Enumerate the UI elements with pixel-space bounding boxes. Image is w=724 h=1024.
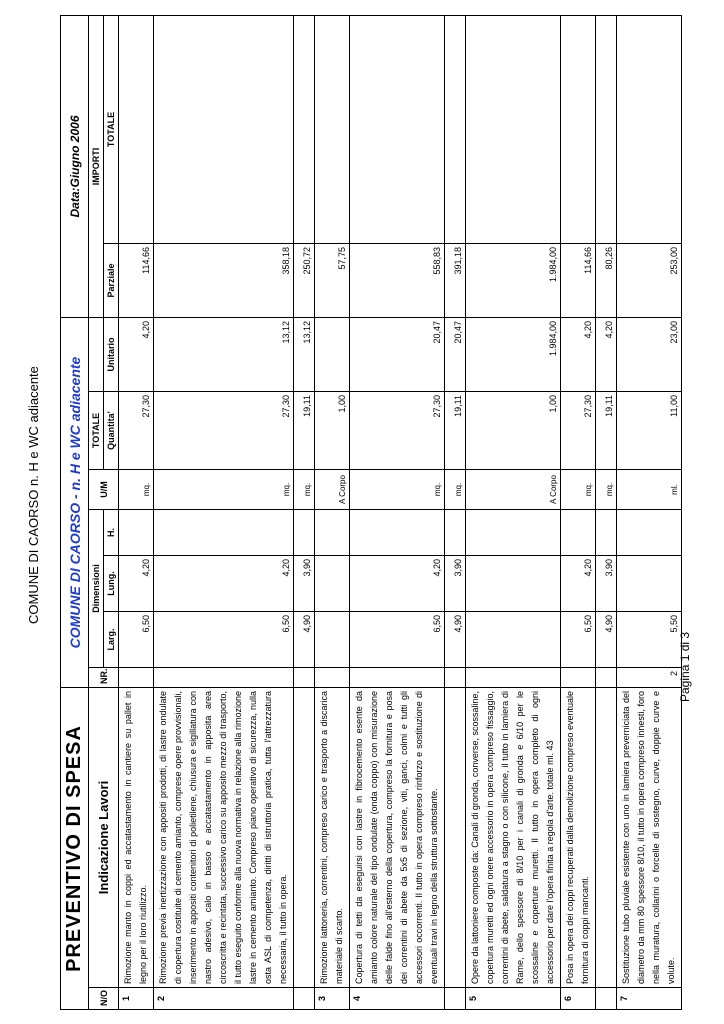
item-quantity: 27,30	[119, 392, 154, 470]
header-parziale: Parziale	[104, 244, 119, 318]
item-width: 5,50	[617, 612, 682, 668]
item-quantity: 19,11	[596, 392, 617, 470]
item-length: 4,20	[561, 556, 596, 612]
item-length: 4,20	[154, 556, 294, 612]
item-quantity: 19,11	[294, 392, 315, 470]
item-total	[445, 16, 466, 244]
item-description: Opere da lattoniere composte da: Canali di gronda, converse, scossaline, copertura muretti ed ogni onere accessorio in opera compreso fissaggio, correntini di abete, saldatura a stagno o con silicone, il tutto in lamiera di Rame, dello spessore di 8/10 per i canali di gronda e 6/10 per le scossaline e coperture muretti. Il tutto in opera completo di ogni accessorio per dare l'opera finita a regola d'arte. totale ml. 43	[466, 688, 561, 988]
table-row	[617, 16, 682, 1010]
item-height	[350, 510, 445, 556]
item-number: 5	[466, 988, 561, 1010]
item-unit-price: 23,00	[617, 318, 682, 392]
table-row	[154, 16, 294, 1010]
item-total	[466, 16, 561, 244]
item-unit: A Corpo	[315, 470, 350, 510]
item-quantity: 11,00	[617, 392, 682, 470]
item-width: 6,50	[350, 612, 445, 668]
item-width: 4,90	[445, 612, 466, 668]
item-total	[119, 16, 154, 244]
item-height	[617, 510, 682, 556]
item-count	[294, 668, 315, 688]
item-total	[350, 16, 445, 244]
item-width: 4,90	[294, 612, 315, 668]
item-quantity: 1,00	[315, 392, 350, 470]
item-unit-price: 20,47	[445, 318, 466, 392]
header-importi: IMPORTI	[89, 16, 104, 318]
item-partial: 358,18	[154, 244, 294, 318]
item-description: Copertura di tetti da eseguirsi con lastre in fibrocemento esente da amianto colore naturale del tipo ondulate (onda coppo) con misurazione delle falde fino all'esterno della copertura, compreso la fornitura e posa dei correntini di abete da 5x5 di sezione, viti, ganci, colmi e tutti gli accessori occorrenti. Il tutto in opera compreso rinforzo e sostituzione di eventuali travi in legno della struttura sottostante.	[350, 688, 445, 988]
item-quantity: 27,30	[154, 392, 294, 470]
item-unit-price: 13,12	[154, 318, 294, 392]
item-unit: mq.	[294, 470, 315, 510]
item-length	[617, 556, 682, 612]
item-length: 3,90	[294, 556, 315, 612]
header-nr: NR.	[89, 668, 119, 688]
item-quantity: 27,30	[350, 392, 445, 470]
item-unit: mq.	[596, 470, 617, 510]
item-description: Posa in opera dei coppi recuperati dalla demolizione compreso eventuale fornitura di coppi mancanti.	[561, 688, 596, 988]
item-width	[315, 612, 350, 668]
header-blank	[89, 318, 104, 392]
item-unit-price	[315, 318, 350, 392]
item-count	[596, 668, 617, 688]
item-count	[315, 668, 350, 688]
item-number: 3	[315, 988, 350, 1010]
header-importo-totale: TOTALE	[104, 16, 119, 244]
item-quantity: 1,00	[466, 392, 561, 470]
header-unitario: Unitario	[104, 318, 119, 392]
item-partial: 114,66	[119, 244, 154, 318]
item-total	[154, 16, 294, 244]
item-unit-price: 13,12	[294, 318, 315, 392]
item-unit: mq.	[350, 470, 445, 510]
running-header: COMUNE DI CAORSO n. H e WC adiacente	[26, 366, 41, 624]
header-h: H.	[104, 510, 119, 556]
table-row	[466, 16, 561, 1010]
item-width	[466, 612, 561, 668]
item-number	[596, 988, 617, 1010]
header-no: N/O	[89, 988, 119, 1010]
item-quantity: 19,11	[445, 392, 466, 470]
item-width: 6,50	[119, 612, 154, 668]
item-count	[466, 668, 561, 688]
item-total	[617, 16, 682, 244]
item-partial: 57,75	[315, 244, 350, 318]
item-number	[294, 988, 315, 1010]
item-total	[315, 16, 350, 244]
table-row	[350, 16, 445, 1010]
project-title: COMUNE DI CAORSO - n. H e WC adiacente	[61, 318, 89, 688]
item-number: 1	[119, 988, 154, 1010]
header-larg: Larg.	[104, 612, 119, 668]
item-description: Rimozione previa inertizzazione con appositi prodotti, di lastre ondulate di copertura costituite di cemento amianto, comprese opere provvisionali, inserimento in appositi contenitori di polietilene, chiusura e sigillatura con nastro adesivo, calo in basso e accatastamento in apposita area circoscritta e recintata, successivo carico su apposito mezzo di trasporto, il tutto eseguito conforme alla nuova normativa in relazione alla rimozione lastre in cemento amianto. Compreso piano operativo di sicurezza, nulla osta ASL di competenza, diritti di istruttoria pratica, tutta l'attrezzatura necessaria, il tutto in opera.	[154, 688, 294, 988]
estimate-table	[60, 15, 682, 1010]
header-quantita: Quantita'	[104, 392, 119, 470]
item-total	[294, 16, 315, 244]
document-date: Data:Giugno 2006	[61, 16, 89, 318]
item-height	[596, 510, 617, 556]
item-number: 4	[350, 988, 445, 1010]
item-unit-price: 4,20	[561, 318, 596, 392]
item-unit-price: 4,20	[119, 318, 154, 392]
item-height	[445, 510, 466, 556]
item-count	[445, 668, 466, 688]
item-total	[561, 16, 596, 244]
item-unit-price: 4,20	[596, 318, 617, 392]
item-description: Rimozione manto in coppi ed accatastamento in cantiere su pallet in legno per il loro riutilizzo.	[119, 688, 154, 988]
item-partial: 1.984,00	[466, 244, 561, 318]
item-count: 2	[617, 668, 682, 688]
table-row	[119, 16, 154, 1010]
item-unit-price: 1.984,00	[466, 318, 561, 392]
table-row	[561, 16, 596, 1010]
item-length: 4,20	[119, 556, 154, 612]
item-unit-price: 20,47	[350, 318, 445, 392]
header-description: Indicazione Lavori	[89, 688, 119, 988]
item-description: Rimozione lattoneria, correntini, compreso carico e trasporto a discarica materiale di scarto.	[315, 688, 350, 988]
item-height	[561, 510, 596, 556]
item-height	[315, 510, 350, 556]
item-count	[561, 668, 596, 688]
item-width: 4,90	[596, 612, 617, 668]
header-totale: TOTALE	[89, 392, 104, 470]
item-height	[154, 510, 294, 556]
document-title: PREVENTIVO DI SPESA	[61, 688, 89, 1010]
item-unit: mq.	[154, 470, 294, 510]
item-description	[294, 688, 315, 988]
item-partial: 253,00	[617, 244, 682, 318]
item-total	[596, 16, 617, 244]
item-partial: 250,72	[294, 244, 315, 318]
item-unit: A Corpo	[466, 470, 561, 510]
table-row	[315, 16, 350, 1010]
item-length	[315, 556, 350, 612]
item-unit: mq.	[445, 470, 466, 510]
item-length: 4,20	[350, 556, 445, 612]
item-partial: 80,26	[596, 244, 617, 318]
item-count	[154, 668, 294, 688]
header-um: U/M	[89, 470, 119, 510]
item-quantity: 27,30	[561, 392, 596, 470]
item-height	[466, 510, 561, 556]
header-dimensions: Dimensioni	[89, 510, 104, 668]
item-length	[466, 556, 561, 612]
item-number: 6	[561, 988, 596, 1010]
item-partial: 114,66	[561, 244, 596, 318]
item-description	[596, 688, 617, 988]
item-number	[445, 988, 466, 1010]
item-count	[350, 668, 445, 688]
table-row	[445, 16, 466, 1010]
item-partial: 558,83	[350, 244, 445, 318]
item-height	[294, 510, 315, 556]
item-length: 3,90	[445, 556, 466, 612]
item-description	[445, 688, 466, 988]
item-unit: mq.	[119, 470, 154, 510]
item-height	[119, 510, 154, 556]
item-number: 7	[617, 988, 682, 1010]
item-width: 6,50	[561, 612, 596, 668]
page-number: Pagina 1 di 3	[678, 631, 692, 702]
item-unit: ml.	[617, 470, 682, 510]
item-partial: 391,18	[445, 244, 466, 318]
header-lung: Lung.	[104, 556, 119, 612]
item-length: 3,90	[596, 556, 617, 612]
item-width: 6,50	[154, 612, 294, 668]
item-description: Sostituzione tubo pluviale esistente con uno in lamiera preverniciata del diametro da mm 80 spessore 8/10, il tutto in opera compreso innesti, foro nella muratura, collarini o forcelle di sostegno, curve, doppie curve e volute.	[617, 688, 682, 988]
table-row	[294, 16, 315, 1010]
item-number: 2	[154, 988, 294, 1010]
table-row	[596, 16, 617, 1010]
item-unit: mq.	[561, 470, 596, 510]
item-count	[119, 668, 154, 688]
